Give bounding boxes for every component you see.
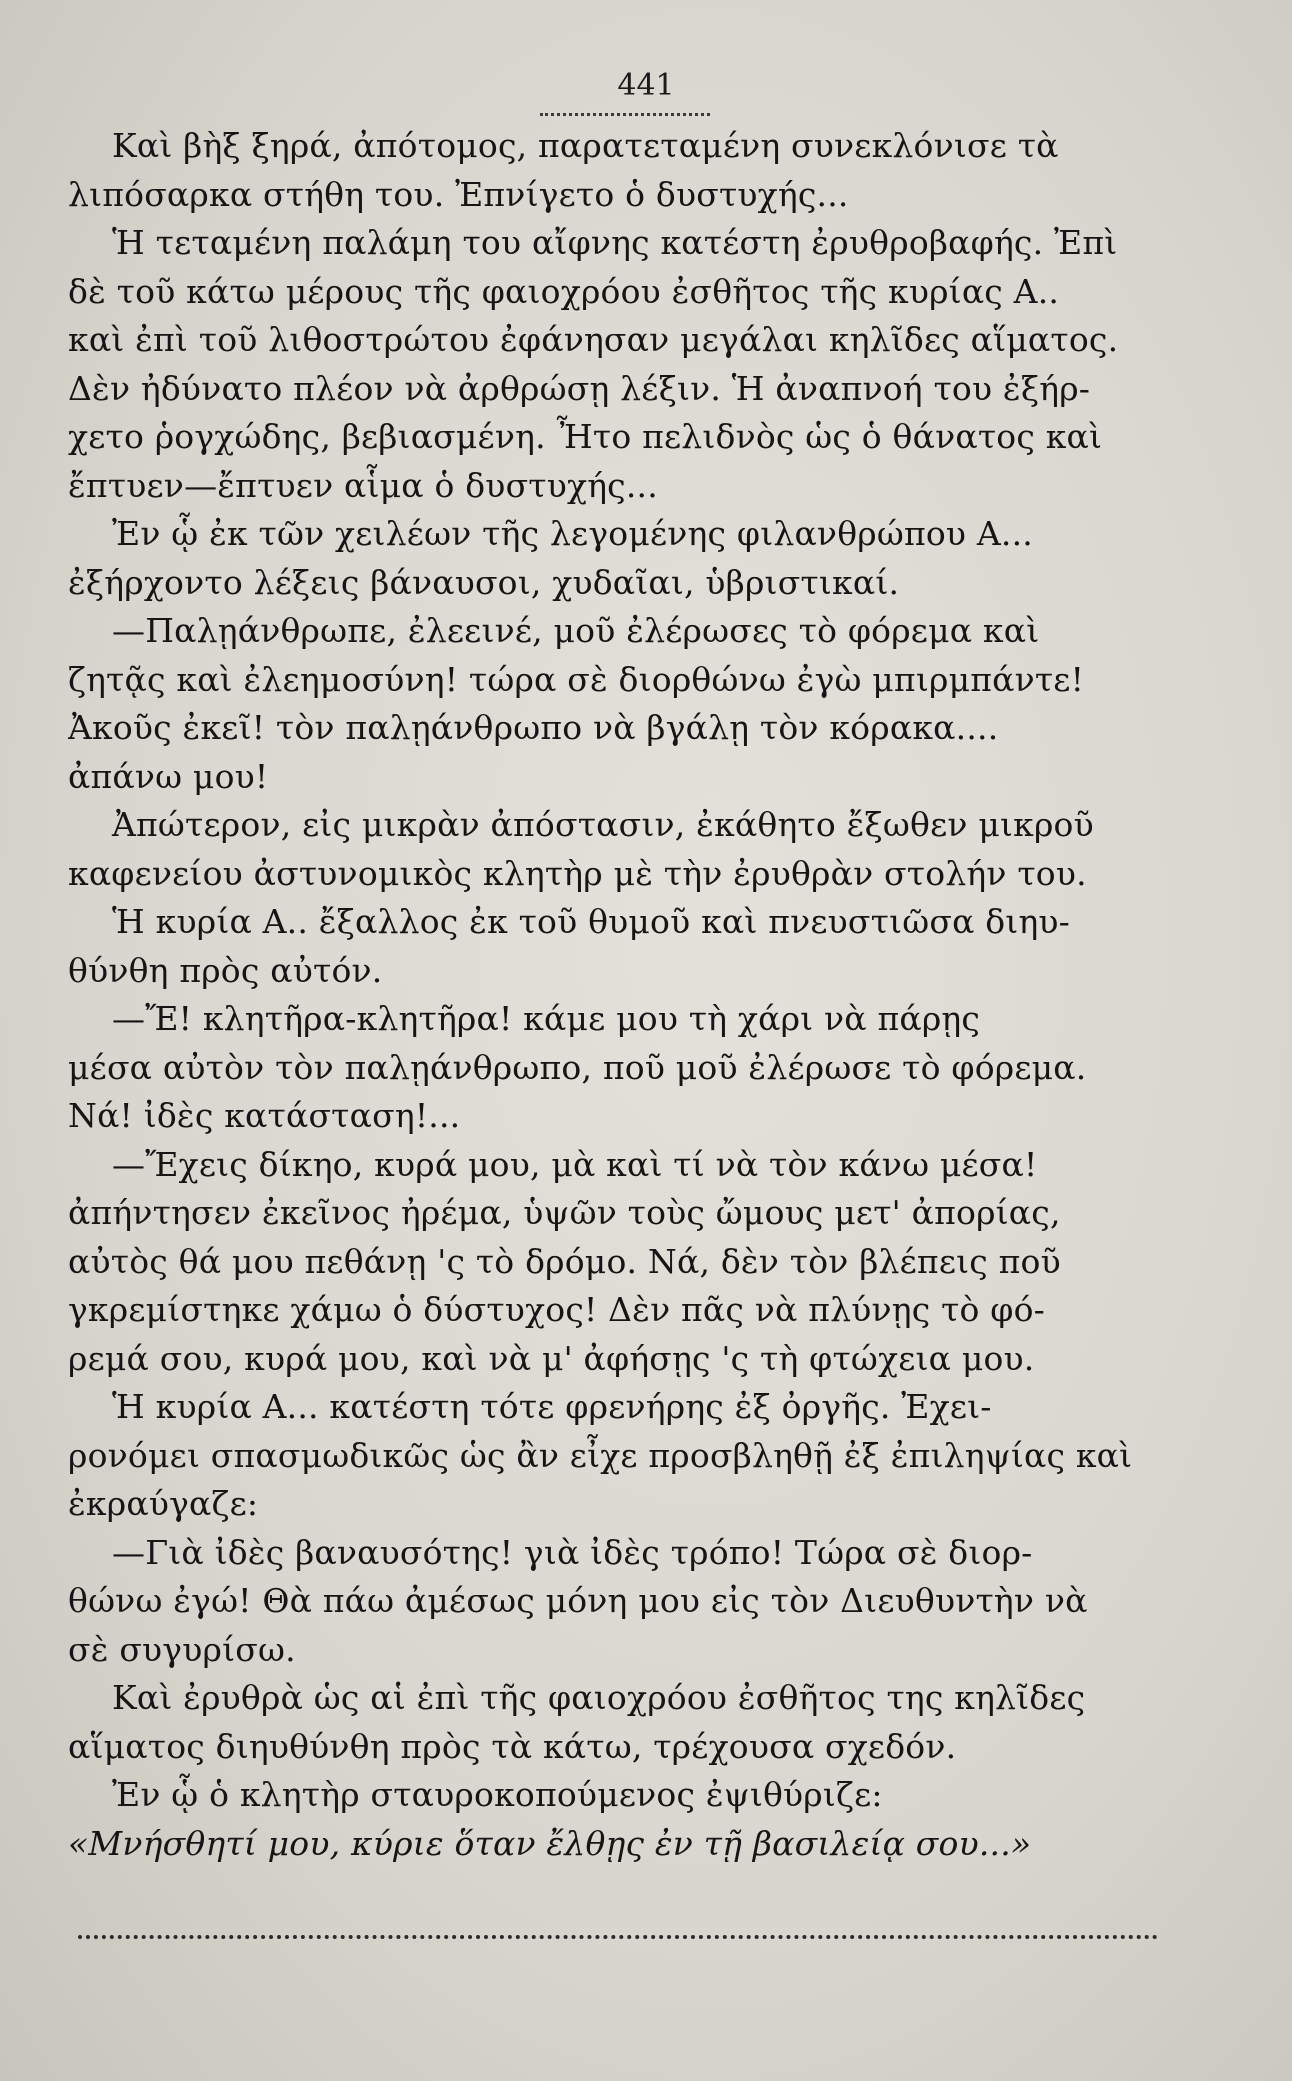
text-line: Καὶ βὴξ ξηρά, ἀπότομος, παρατεταμένη συνεκλόνισε τὰ [112,126,1059,165]
text-line: Ἡ κυρία Α... κατέστη τότε φρενήρης ἐξ ὀργῆς. Ἐχει- [112,1387,992,1426]
text-line: ἀπήντησεν ἐκεῖνος ἠρέμα, ὑψῶν τοὺς ὤμους μετ' ἀπορίας, [68,1193,1061,1232]
text-line: —Παλῃάνθρωπε, ἐλεεινέ, μοῦ ἐλέρωσες τὸ φόρεμα καὶ [112,611,1040,650]
dotted-separator [78,1935,1158,1939]
text-line: ἐξήρχοντο λέξεις βάναυσοι, χυδαῖαι, ὑβριστικαί. [68,562,900,602]
text-line: σὲ συγυρίσω. [68,1629,296,1669]
text-line: —Γιὰ ἰδὲς βαναυσότης! γιὰ ἰδὲς τρόπο! Τώρα σὲ διορ- [112,1532,1033,1572]
text-line: —Ἔχεις δίκηο, κυρά μου, μὰ καὶ τί νὰ τὸν κάνω μέσα! [112,1144,1038,1184]
text-line: θύνθη πρὸς αὐτόν. [68,950,383,990]
text-line: ρεμά σου, κυρά μου, καὶ νὰ μ' ἀφήσῃς 'ς τὴ φτώχεια μου. [68,1338,1035,1378]
text-line: ρονόμει σπασμωδικῶς ὡς ἂν εἶχε προσβληθῇ ἐξ ἐπιληψίας καὶ [68,1435,1133,1475]
text-line: «Μνήσθητί μου, κύριε ὅταν ἔλθῃς ἐν τῇ βασιλείᾳ σου...» [68,1823,1032,1863]
body-text [68,122,1148,1868]
text-line: Καὶ ἐρυθρὰ ὡς αἱ ἐπὶ τῆς φαιοχρόου ἐσθῆτος της κηλῖδες [112,1678,1086,1717]
text-line: αἵματος διηυθύνθη πρὸς τὰ κάτω, τρέχουσα σχεδόν. [68,1726,957,1766]
text-line: Ἡ τεταμένη παλάμη του αἴφνης κατέστη ἐρυθροβαφής. Ἐπὶ [112,223,1118,262]
text-line: Ἀκοῦς ἐκεῖ! τὸν παλῃάνθρωπο νὰ βγάλῃ τὸν κόρακα.... [68,708,999,747]
text-line: δὲ τοῦ κάτω μέρους τῆς φαιοχρόου ἐσθῆτος τῆς κυρίας Α.. [68,271,1060,311]
text-line: λιπόσαρκα στήθη του. Ἐπνίγετο ὁ δυστυχής... [68,174,849,214]
text-line: Ἐν ᾧ ὁ κλητὴρ σταυροκοπούμενος ἐψιθύριζε: [112,1775,883,1814]
text-line: ζητᾷς καὶ ἐλεημοσύνη! τώρα σὲ διορθώνω ἐγὼ μπιρμπάντε! [68,659,1085,699]
text-line: —Ἔ! κλητῆρα-κλητῆρα! κάμε μου τὴ χάρι νὰ πάρῃς [112,999,981,1038]
text-line: Ἀπώτερον, εἰς μικρὰν ἀπόστασιν, ἐκάθητο ἔξωθεν μικροῦ [112,805,1094,844]
page-number: 441 [617,68,675,103]
text-line: καφενείου ἀστυνομικὸς κλητὴρ μὲ τὴν ἐρυθρὰν στολήν του. [68,853,1087,893]
page-number-underline [540,113,710,116]
text-line: καὶ ἐπὶ τοῦ λιθοστρώτου ἐφάνησαν μεγάλαι κηλῖδες αἵματος. [68,320,1119,359]
text-line: ἀπάνω μου! [68,756,269,796]
text-line: αὐτὸς θά μου πεθάνῃ 'ς τὸ δρόμο. Νά, δὲν τὸν βλέπεις ποῦ [68,1241,1061,1281]
text-line: Δὲν ἠδύνατο πλέον νὰ ἀρθρώσῃ λέξιν. Ἡ ἀναπνοή του ἐξήρ- [68,368,1091,408]
text-line: Ἡ κυρία Α.. ἔξαλλος ἐκ τοῦ θυμοῦ καὶ πνευστιῶσα διηυ- [112,902,1071,941]
text-line: ἐκραύγαζε: [68,1484,259,1523]
text-line: γκρεμίστηκε χάμω ὁ δύστυχος! Δὲν πᾶς νὰ πλύνῃς τὸ φό- [68,1290,1046,1329]
text-line: θώνω ἐγώ! Θὰ πάω ἀμέσως μόνη μου εἰς τὸν Διευθυντὴν νὰ [68,1581,1088,1620]
text-line: ἔπτυεν—ἔπτυεν αἷμα ὁ δυστυχής... [68,465,658,505]
text-line: Νά! ἰδὲς κατάσταση!... [68,1096,461,1135]
text-line: χετο ῥογχώδης, βεβιασμένη. Ἦτο πελιδνὸς ὡς ὁ θάνατος καὶ [68,417,1103,456]
text-line: μέσα αὐτὸν τὸν παλῃάνθρωπο, ποῦ μοῦ ἐλέρωσε τὸ φόρεμα. [68,1047,1087,1087]
text-line: Ἐν ᾧ ἐκ τῶν χειλέων τῆς λεγομένης φιλανθρώπου Α... [112,514,1033,553]
